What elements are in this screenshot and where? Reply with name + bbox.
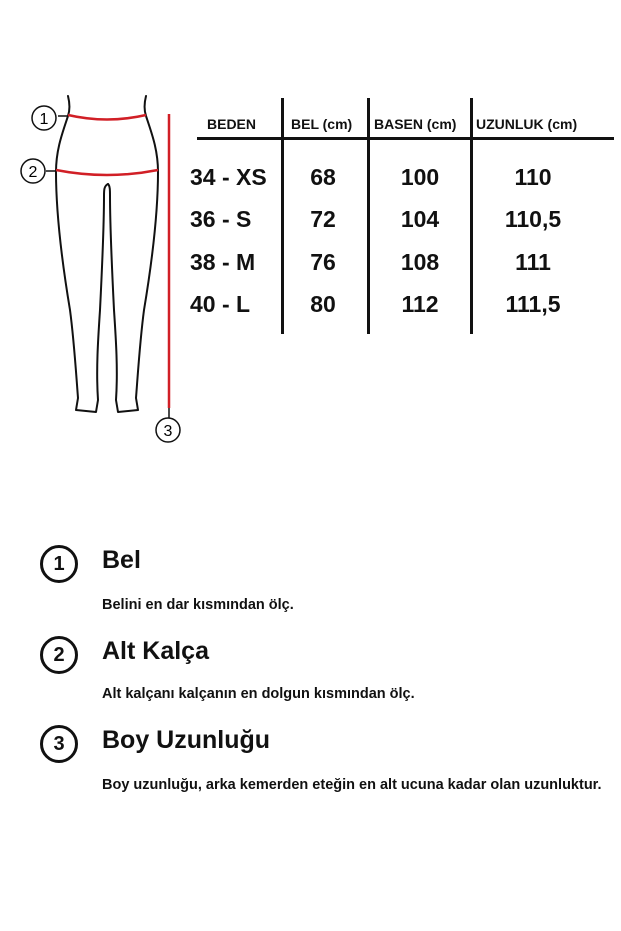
row-bel: 80 (310, 291, 336, 317)
header-beden: BEDEN (207, 116, 257, 132)
row-size: 34 - XS (190, 164, 267, 190)
legend-description: Belini en dar kısmından ölç. (102, 597, 294, 613)
row-uzunluk: 111 (515, 249, 551, 275)
legend-number-badge: 1 (40, 545, 78, 583)
svg-text:1: 1 (39, 111, 49, 128)
table-divider (281, 98, 284, 334)
row-bel: 76 (310, 249, 336, 275)
row-basen: 100 (400, 164, 440, 190)
legs-measurement-diagram (0, 0, 200, 460)
row-uzunluk: 110 (514, 164, 552, 190)
row-size: 38 - M (190, 249, 256, 275)
svg-text:3: 3 (163, 423, 173, 440)
marker-1 (32, 106, 56, 130)
legend-title: Boy Uzunluğu (102, 726, 271, 754)
legs-outline (56, 96, 158, 412)
row-basen: 112 (401, 291, 439, 317)
row-basen: 104 (400, 206, 440, 232)
marker-3 (156, 418, 180, 442)
header-uzunluk: UZUNLUK (cm) (476, 116, 578, 132)
row-bel: 72 (310, 206, 336, 232)
row-uzunluk: 111,5 (505, 291, 561, 317)
row-size: 40 - L (190, 291, 251, 317)
svg-text:2: 2 (28, 164, 38, 181)
legend-number-badge: 2 (40, 636, 78, 674)
header-basen: BASEN (cm) (374, 116, 457, 132)
table-header-rule (197, 137, 614, 140)
legend-title: Alt Kalça (102, 637, 209, 665)
row-basen: 108 (400, 249, 440, 275)
row-uzunluk: 110,5 (504, 206, 562, 232)
header-bel: BEL (cm) (291, 116, 353, 132)
row-bel: 68 (310, 164, 336, 190)
marker-2 (21, 159, 45, 183)
legend-description: Alt kalçanı kalçanın en dolgun kısmından ölç. (102, 686, 415, 702)
legend-title: Bel (102, 546, 141, 574)
hip-measure-line (56, 170, 158, 175)
waist-measure-line (68, 115, 146, 120)
table-divider (367, 98, 370, 334)
legend-description: Boy uzunluğu, arka kemerden eteğin en alt ucuna kadar olan uzunluktur. (102, 777, 602, 793)
legend-number-badge: 3 (40, 725, 78, 763)
row-size: 36 - S (190, 206, 252, 232)
table-divider (470, 98, 473, 334)
